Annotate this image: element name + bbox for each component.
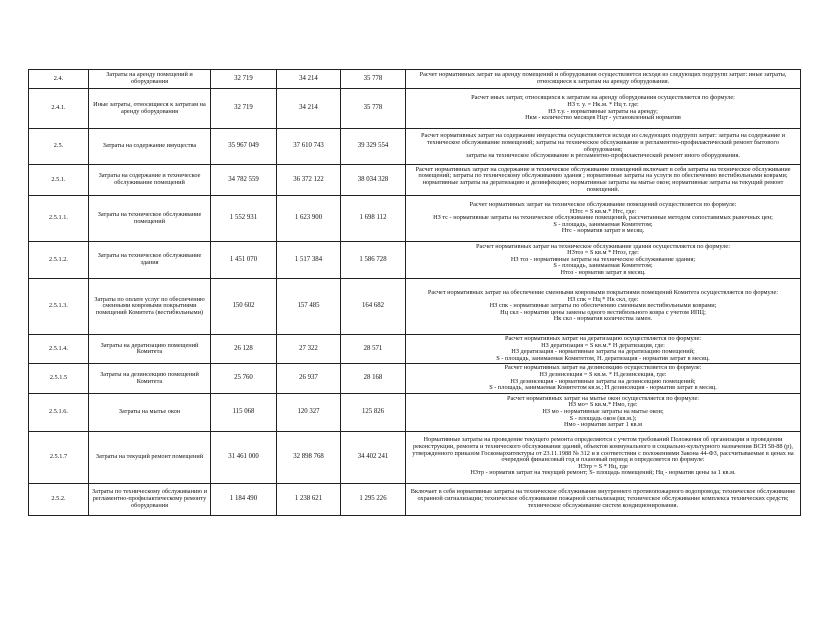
value-year-1: 26 128 bbox=[211, 335, 277, 364]
description-line: Нтоз - норматив затрат в месяц. bbox=[560, 268, 646, 276]
row-code: 2.5.1. bbox=[29, 165, 89, 196]
row-name: Затраты по техническому обслуживанию и регламентно-профилактическому ремонту оборудования bbox=[89, 483, 211, 515]
table-row bbox=[29, 335, 801, 364]
table-row bbox=[29, 196, 801, 242]
row-name: Затраты на аренду помещений и оборудования bbox=[89, 70, 211, 89]
row-code: 2.5.1.5 bbox=[29, 364, 89, 393]
description-line: НЗтоз = S кв.м * Нтоз, где: bbox=[567, 249, 639, 257]
description-line: НЗ мо - нормативные затраты на мытье окон; bbox=[542, 407, 664, 415]
row-code: 2.5.1.4. bbox=[29, 335, 89, 364]
description-line: Нк скл - норматив количества замен. bbox=[553, 315, 653, 323]
value-year-2: 26 937 bbox=[277, 364, 341, 393]
row-code: 2.4.1. bbox=[29, 89, 89, 129]
description-line: S - площадь окон (кв.м.); bbox=[569, 414, 637, 422]
description-line: S - площадь, занимаемая Комитетом, Н. дератизация - норматив затрат в месяц. bbox=[496, 354, 710, 362]
row-code: 2.5.1.7 bbox=[29, 431, 89, 483]
row-description bbox=[406, 431, 801, 483]
row-description bbox=[406, 70, 801, 89]
description-line: НЗ тоз - нормативные затраты на техническое обслуживание здания; bbox=[510, 255, 696, 263]
description-line: НЗтс = S кв.м.* Нтс, где: bbox=[569, 207, 637, 215]
value-year-3: 125 826 bbox=[341, 393, 406, 431]
row-name: Затраты на техническое обслуживание помещений bbox=[89, 196, 211, 242]
row-description bbox=[406, 279, 801, 335]
value-year-2: 34 214 bbox=[277, 89, 341, 129]
description-line: Расчет нормативных затрат на мытье окон осуществляется по формуле: bbox=[506, 394, 700, 402]
row-description bbox=[406, 89, 801, 129]
row-code: 2.5.1.3. bbox=[29, 279, 89, 335]
table-row bbox=[29, 431, 801, 483]
value-year-1: 1 184 490 bbox=[211, 483, 277, 515]
value-year-3: 28 168 bbox=[341, 364, 406, 393]
description-line: НЗ дезинсекция = S кв.м. * Н.дезинсекция, где: bbox=[539, 370, 667, 378]
description-line: НЗ т. у. = Нк.м. * Нц т. где: bbox=[567, 100, 639, 108]
value-year-1: 1 451 070 bbox=[211, 242, 277, 279]
value-year-2: 1 623 900 bbox=[277, 196, 341, 242]
row-code: 2.5.1.2. bbox=[29, 242, 89, 279]
description-line: Нормативные затраты на проведение текущего ремонта определяются с учетом требований Положения об организации и проведении реконструкции, ремонта и технического обслуживания зданий, объектов коммунального и социально-культурного назначения ВСН 58-88 (р), утвержденного приказом Госкомархитектуры от 23.11.1988 № 312 и в соответствии с положениями Закона 44-ФЗ, рассчитываемые в ценах на очередной финансовый год и плановый период и определяется по формуле: bbox=[412, 436, 794, 464]
description-line: Расчет нормативных затрат на дезинсекцию осуществляется по формуле: bbox=[504, 364, 702, 372]
table-row bbox=[29, 129, 801, 165]
value-year-1: 150 602 bbox=[211, 279, 277, 335]
description-line: Нмо - норматив затрат 1 кв.м bbox=[563, 421, 643, 429]
table-row bbox=[29, 165, 801, 196]
table-row bbox=[29, 279, 801, 335]
description-line: S - площадь, занимаемая Комитетом кв.м.; Н дезинсекция - норматив затрат в месяц. bbox=[489, 384, 717, 392]
row-description bbox=[406, 335, 801, 364]
row-name: Затраты на техническое обслуживание здания bbox=[89, 242, 211, 279]
row-name: Затраты на содержание имущества bbox=[89, 129, 211, 165]
description-line: Расчет нормативных затрат на содержание и техническое обслуживание помещений включает в себя затраты на техническое обслуживание помещений; затраты по техническому обслуживанию здания ; нормативные затраты на услуги по обеспечению вестибюльными коврами; нормативные затраты на дератизацию и дезинфекцию; нормативные затраты на мытье окон; нормативные затраты на текущий ремонт помещений. bbox=[415, 165, 791, 193]
row-name: Затраты на дератизацию помещений Комитета bbox=[89, 335, 211, 364]
row-description bbox=[406, 242, 801, 279]
value-year-1: 35 967 049 bbox=[211, 129, 277, 165]
value-year-2: 1 238 621 bbox=[277, 483, 341, 515]
value-year-1: 1 552 931 bbox=[211, 196, 277, 242]
row-name: Затраты по оплате услуг по обеспечению сменными ковровыми покрытиями помещений Комитета (вестибюльными) bbox=[89, 279, 211, 335]
row-description bbox=[406, 129, 801, 165]
description-line: Нкм - количество месяцев Нцт - установленный норматив bbox=[525, 114, 681, 122]
table-row bbox=[29, 483, 801, 515]
cost-table bbox=[28, 69, 801, 516]
description-line: S - площадь, занимаемая Комитетом; bbox=[553, 220, 653, 228]
value-year-2: 1 517 384 bbox=[277, 242, 341, 279]
description-line: Расчет нормативных затрат на техническое обслуживание здания осуществляется по формуле: bbox=[476, 242, 730, 250]
value-year-1: 31 461 000 bbox=[211, 431, 277, 483]
description-line: НЗтр - норматив затрат на текущий ремонт; S- площадь помещений; Нц - норматив цены за 1 кв.м. bbox=[470, 469, 736, 477]
description-line: НЗ дератизация - нормативные затраты на дератизацию помещений; bbox=[511, 348, 695, 356]
value-year-3: 1 698 112 bbox=[341, 196, 406, 242]
value-year-3: 35 778 bbox=[341, 70, 406, 89]
row-name: Затраты на текущий ремонт помещений bbox=[89, 431, 211, 483]
description-line: НЗ спк = Нц * Нк скл, где: bbox=[567, 295, 639, 303]
description-line: Нтс - норматив затрат в месяц. bbox=[561, 227, 645, 235]
row-name: Затраты на мытье окон bbox=[89, 393, 211, 431]
table-row bbox=[29, 242, 801, 279]
value-year-3: 28 571 bbox=[341, 335, 406, 364]
value-year-2: 36 372 122 bbox=[277, 165, 341, 196]
description-line: Расчет иных затрат, относящихся к затратам на аренду оборудования осуществляется по формуле: bbox=[471, 94, 735, 102]
table-row bbox=[29, 70, 801, 89]
value-year-2: 37 610 743 bbox=[277, 129, 341, 165]
table-row bbox=[29, 393, 801, 431]
value-year-1: 115 068 bbox=[211, 393, 277, 431]
description-line: НЗ дезинсекция - нормативные затраты на дезинсекцию помещений; bbox=[510, 377, 696, 385]
table-row bbox=[29, 89, 801, 129]
table-row bbox=[29, 364, 801, 393]
description-line: Расчет нормативных затрат на дератизацию осуществляется по формуле: bbox=[504, 335, 702, 342]
row-name: Иные затраты, относящиеся к затратам на аренду оборудования bbox=[89, 89, 211, 129]
description-line: Нц скл - норматив цены замены одного вестибюльного ковра с учетом ИПЦ; bbox=[500, 308, 706, 316]
row-code: 2.5.1.6. bbox=[29, 393, 89, 431]
value-year-2: 32 898 768 bbox=[277, 431, 341, 483]
description-line: S - площадь, занимаемая Комитетом; bbox=[553, 262, 653, 270]
value-year-3: 1 295 226 bbox=[341, 483, 406, 515]
row-name: Затраты на содержание и техническое обслуживание помещений bbox=[89, 165, 211, 196]
value-year-3: 39 329 554 bbox=[341, 129, 406, 165]
value-year-2: 157 485 bbox=[277, 279, 341, 335]
description-line: Расчет нормативных затрат на техническое обслуживание помещений осуществляется по формуле: bbox=[469, 201, 737, 209]
row-code: 2.5. bbox=[29, 129, 89, 165]
value-year-3: 1 586 728 bbox=[341, 242, 406, 279]
value-year-3: 35 778 bbox=[341, 89, 406, 129]
row-name: Затраты на дезинсекцию помещений Комитета bbox=[89, 364, 211, 393]
description-line: Расчет нормативных затрат на аренду помещений и оборудования осуществляется исходя из следующих подгрупп затрат: иные затраты, относящиеся к затратам на аренду оборудования. bbox=[419, 71, 787, 85]
description-line: НЗ дератизация = S кв.м.* Н дератизация, где: bbox=[541, 341, 665, 349]
description-line: НЗ спк - нормативные затраты по обеспечению сменными вестибюльными коврами; bbox=[489, 302, 717, 310]
value-year-1: 25 760 bbox=[211, 364, 277, 393]
description-line: Расчет нормативных затрат на содержание имущества осуществляется исходя из следующих подгрупп затрат: затраты на содержание и техническое обслуживание помещений; затраты на техническое обслуживание и регламентно-профилактический ремонт бытового оборудования; bbox=[421, 132, 785, 153]
value-year-1: 32 719 bbox=[211, 89, 277, 129]
value-year-1: 34 782 559 bbox=[211, 165, 277, 196]
value-year-1: 32 719 bbox=[211, 70, 277, 89]
value-year-2: 120 327 bbox=[277, 393, 341, 431]
row-description bbox=[406, 196, 801, 242]
row-code: 2.4. bbox=[29, 70, 89, 89]
description-line: НЗ т.у. - нормативные затраты на аренду; bbox=[548, 107, 658, 115]
description-line: НЗтр = S * Нц, где bbox=[578, 462, 628, 470]
row-code: 2.5.2. bbox=[29, 483, 89, 515]
description-line: НЗ тс - нормативные затраты на техническое обслуживание помещений, рассчитанные методом сопоставимых рыночных цен; bbox=[433, 214, 773, 222]
description-line: Расчет нормативных затрат на обеспечение сменными ковровыми покрытиями помещений Комитета осуществляется по формуле: bbox=[427, 289, 779, 297]
row-description bbox=[406, 364, 801, 393]
row-description bbox=[406, 483, 801, 515]
description-line: затраты на техническое обслуживание и регламентно-профилактический ремонт иного оборудования. bbox=[466, 152, 740, 160]
value-year-2: 27 322 bbox=[277, 335, 341, 364]
description-line: НЗ мо= S кв.м.* Нмо, где: bbox=[568, 401, 638, 409]
value-year-3: 164 682 bbox=[341, 279, 406, 335]
row-code: 2.5.1.1. bbox=[29, 196, 89, 242]
row-description bbox=[406, 393, 801, 431]
value-year-3: 38 034 328 bbox=[341, 165, 406, 196]
description-line: Включает в себя нормативные затраты на техническое обслуживание внутреннего противопожарного водопровода; техническое обслуживание охранной сигнализации; техническое обслуживание пожарной сигнализации; техническое обслуживание комплекса технических средств; техническое обслуживание систем кондиционирования. bbox=[410, 488, 796, 509]
value-year-2: 34 214 bbox=[277, 70, 341, 89]
table-body bbox=[29, 70, 801, 516]
value-year-3: 34 402 241 bbox=[341, 431, 406, 483]
row-description bbox=[406, 165, 801, 196]
